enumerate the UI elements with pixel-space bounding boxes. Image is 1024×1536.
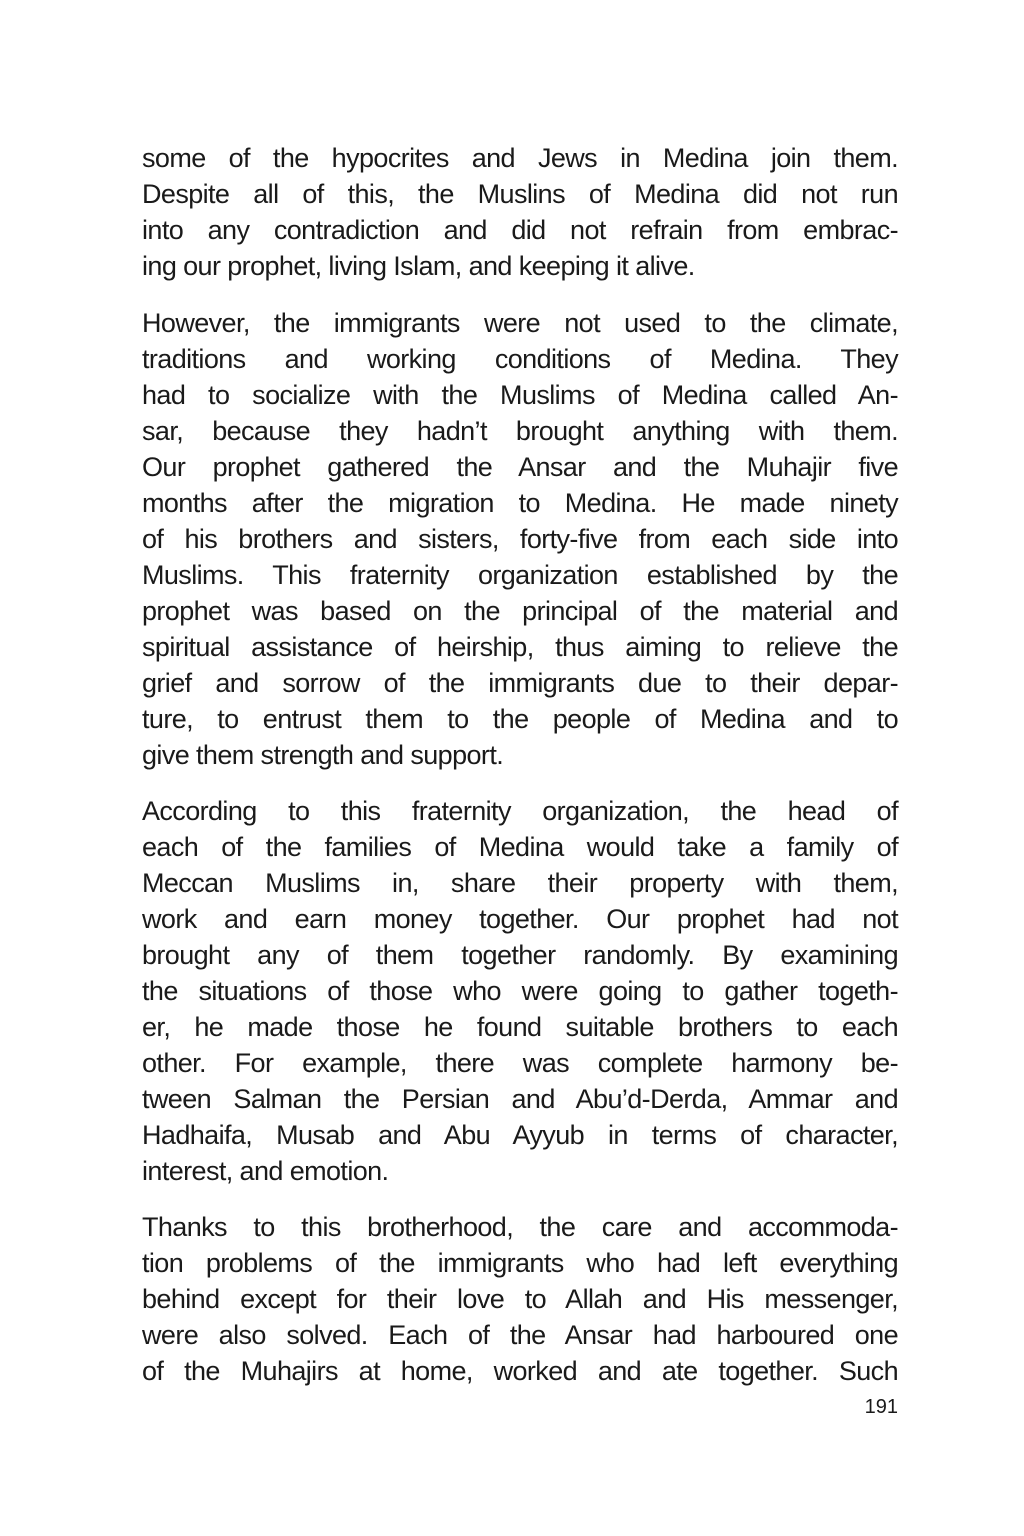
text-line: interest, and emotion.: [142, 1156, 389, 1186]
text-line: the situations of those who were going to gather togeth-: [142, 976, 898, 1006]
text-line: some of the hypocrites and Jews in Medina join them.: [142, 143, 898, 173]
paragraph-3: [142, 793, 898, 1189]
text-line: give them strength and support.: [142, 740, 504, 770]
text-line: brought any of them together randomly. By examining: [142, 940, 898, 970]
paragraph-1: [142, 140, 898, 284]
text-line: spiritual assistance of heirship, thus aiming to relieve the: [142, 632, 898, 662]
page-number: 191: [864, 1396, 898, 1418]
text-line: of his brothers and sisters, forty-five from each side into: [142, 524, 898, 554]
text-line: of the Muhajirs at home, worked and ate together. Such: [142, 1356, 898, 1386]
text-line: into any contradiction and did not refrain from embrac-: [142, 215, 898, 245]
text-line: er, he made those he found suitable brothers to each: [142, 1012, 898, 1042]
text-line: According to this fraternity organization, the head of: [142, 796, 898, 826]
text-line: Meccan Muslims in, share their property with them,: [142, 868, 898, 898]
paragraph-2: [142, 305, 898, 773]
text-line: months after the migration to Medina. He made ninety: [142, 488, 898, 518]
text-line: work and earn money together. Our prophet had not: [142, 904, 898, 934]
text-line: tween Salman the Persian and Abu’d-Derda, Ammar and: [142, 1084, 898, 1114]
text-line: behind except for their love to Allah and His messenger,: [142, 1284, 898, 1314]
text-line: were also solved. Each of the Ansar had harboured one: [142, 1320, 898, 1350]
text-line: traditions and working conditions of Medina. They: [142, 344, 898, 374]
text-line: sar, because they hadn’t brought anything with them.: [142, 416, 898, 446]
text-line: Hadhaifa, Musab and Abu Ayyub in terms of character,: [142, 1120, 898, 1150]
text-line: prophet was based on the principal of the material and: [142, 596, 898, 626]
text-line: had to socialize with the Muslims of Medina called An-: [142, 380, 898, 410]
text-line: Despite all of this, the Muslins of Medina did not run: [142, 179, 898, 209]
text-line: grief and sorrow of the immigrants due to their depar-: [142, 668, 898, 698]
text-line: Thanks to this brotherhood, the care and accommoda-: [142, 1212, 898, 1242]
paragraph-4: [142, 1209, 898, 1389]
text-line: other. For example, there was complete harmony be-: [142, 1048, 898, 1078]
text-line: ture, to entrust them to the people of Medina and to: [142, 704, 898, 734]
text-line: However, the immigrants were not used to the climate,: [142, 308, 898, 338]
text-line: ing our prophet, living Islam, and keeping it alive.: [142, 251, 695, 281]
text-line: Muslims. This fraternity organization established by the: [142, 560, 898, 590]
text-line: each of the families of Medina would take a family of: [142, 832, 898, 862]
text-line: tion problems of the immigrants who had left everything: [142, 1248, 898, 1278]
text-line: Our prophet gathered the Ansar and the Muhajir five: [142, 452, 898, 482]
